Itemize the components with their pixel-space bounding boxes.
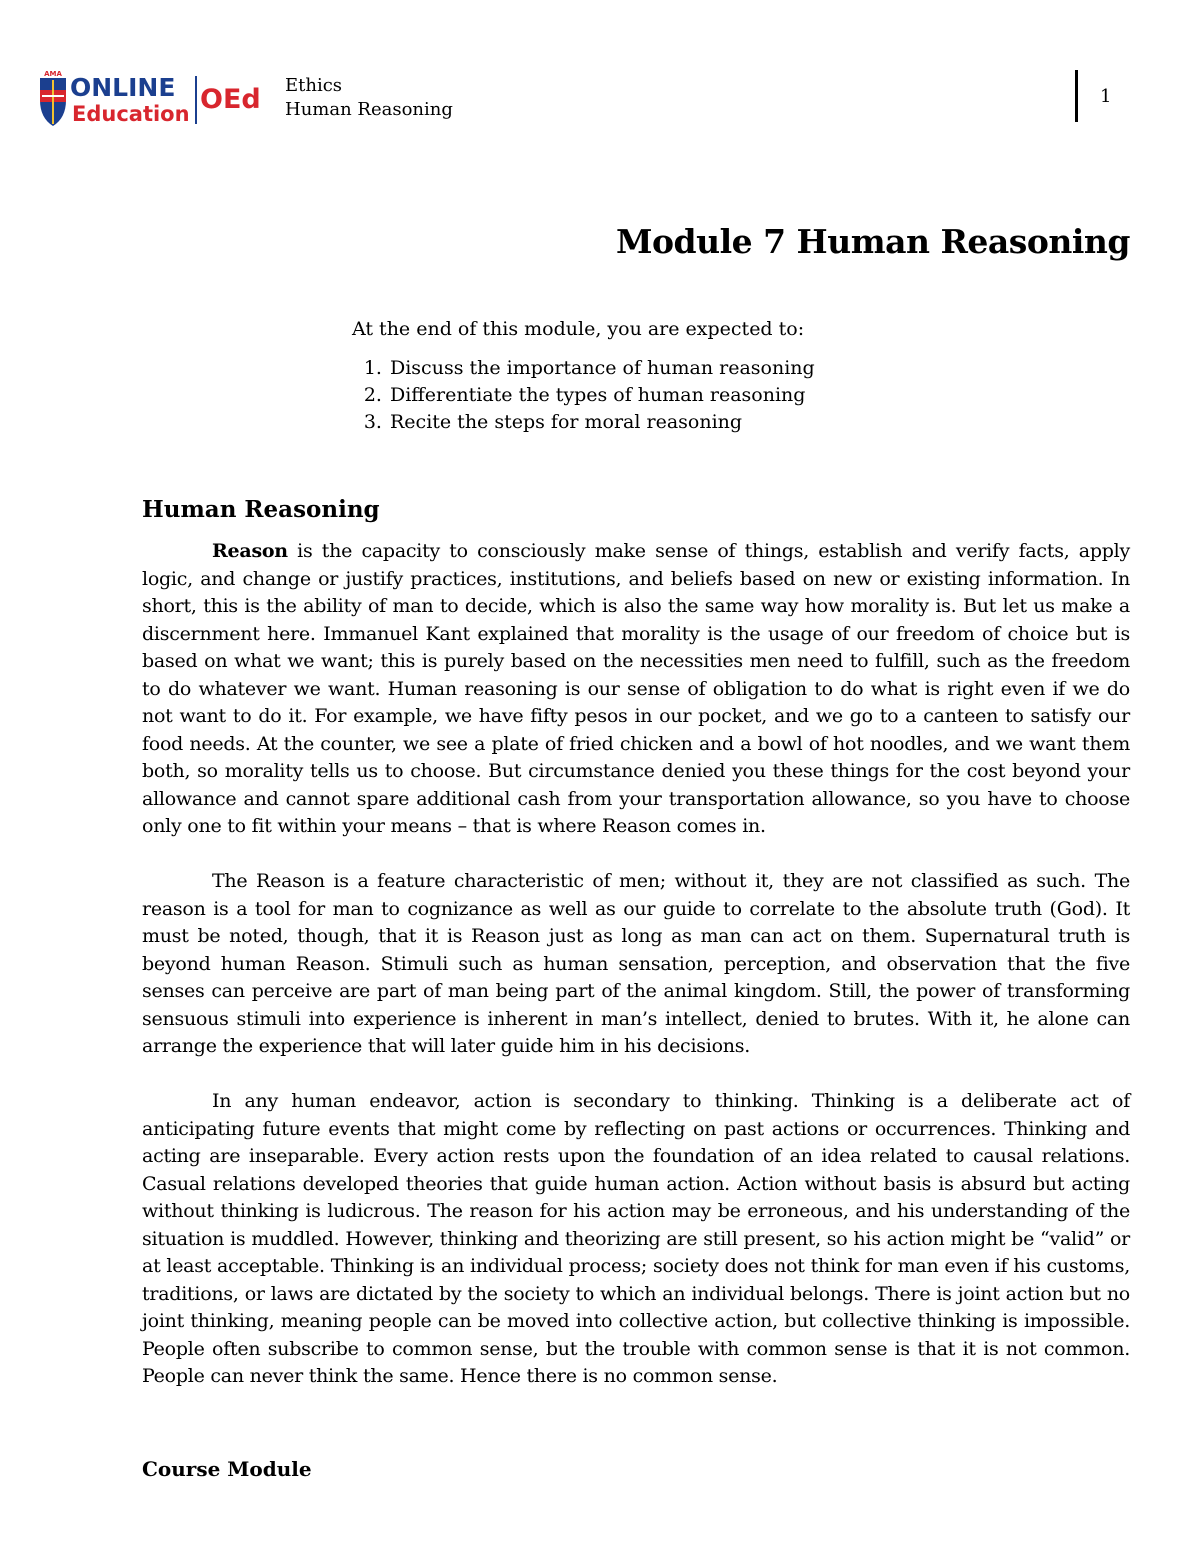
header-subject-block (285, 74, 453, 122)
objective-item: 2. Differentiate the types of human reasoning (388, 382, 815, 409)
ama-shield-icon (40, 70, 66, 126)
svg-text:Education: Education (72, 102, 190, 126)
paragraph-3: In any human endeavor, action is secondary to thinking. Thinking is a deliberate act of anticipating future events that might come by reflecting on past actions or occurrences. Thinking and acting are inseparable. Every action rests upon the foundation of an idea related to causal relations. Casual relations developed theories that guide human action. Action without basis is absurd but acting without thinking is ludicrous. The reason for his action may be erroneous, and his understanding of the situation is muddled. However, thinking and theorizing are still present, so his action might be “valid” or at least acceptable. Thinking is an individual process; society does not think for man even if his customs, traditions, or laws are dictated by the society to which an individual belongs. There is joint action but no joint thinking, meaning people can be moved into collective action, but collective thinking is impossible. People often subscribe to common sense, but the trouble with common sense is that it is not common. People can never think the same. Hence there is no common sense. (142, 1090, 1130, 1387)
objective-item: 1. Discuss the importance of human reasoning (388, 355, 815, 382)
objectives-list (352, 355, 815, 436)
objective-item: 3. Recite the steps for moral reasoning (388, 409, 815, 436)
online-education-logo (36, 68, 276, 128)
module-title: Module 7 Human Reasoning (615, 222, 1130, 261)
page-number: 1 (1100, 86, 1112, 107)
header-divider (1075, 70, 1078, 122)
svg-text:AMA: AMA (44, 70, 62, 78)
svg-text:OEd: OEd (200, 84, 261, 115)
page-header (0, 0, 1200, 140)
paragraph-1-text: is the capacity to consciously make sense of things, establish and verify facts, apply logic, and change or justify practices, institutions, and beliefs based on new or existing information. In short, this is the ability of man to decide, which is also the same way how morality is. But let us make a discernment here. Immanuel Kant explained that morality is the usage of our freedom of choice but is based on what we want; this is purely based on the necessities men need to fulfill, such as the freedom to do whatever we want. Human reasoning is our sense of obligation to do what is right even if we do not want to do it. For example, we have fifty pesos in our pocket, and we go to a canteen to satisfy our food needs. At the counter, we see a plate of fried chicken and a bowl of hot noodles, and we want them both, so morality tells us to choose. But circumstance denied you these things for the cost beyond your allowance and cannot spare additional cash from your transportation allowance, so you have to choose only one to fit within your means – that is where Reason comes in. (142, 540, 1130, 837)
objectives-intro: At the end of this module, you are expected to: (352, 318, 805, 340)
header-topic: Human Reasoning (285, 99, 453, 120)
section-body (142, 538, 1130, 1418)
svg-text:ONLINE: ONLINE (70, 73, 176, 102)
paragraph-2: The Reason is a feature characteristic of men; without it, they are not classified as such. The reason is a tool for man to cognizance as well as our guide to correlate to the absolute truth (God). It must be noted, though, that it is Reason just as long as man can act on them. Supernatural truth is beyond human Reason. Stimuli such as human sensation, perception, and observation that the five senses can perceive are part of man being part of the animal kingdom. Still, the power of transforming sensuous stimuli into experience is inherent in man’s intellect, denied to brutes. With it, he alone can arrange the experience that will later guide him in his decisions. (142, 870, 1130, 1057)
learning-objectives (352, 316, 815, 436)
paragraph-1 (142, 538, 1130, 841)
section-heading: Human Reasoning (142, 496, 380, 523)
footer-course-module: Course Module (142, 1457, 312, 1481)
paragraph-1-keyword: Reason (212, 540, 288, 562)
header-subject: Ethics (285, 75, 343, 96)
